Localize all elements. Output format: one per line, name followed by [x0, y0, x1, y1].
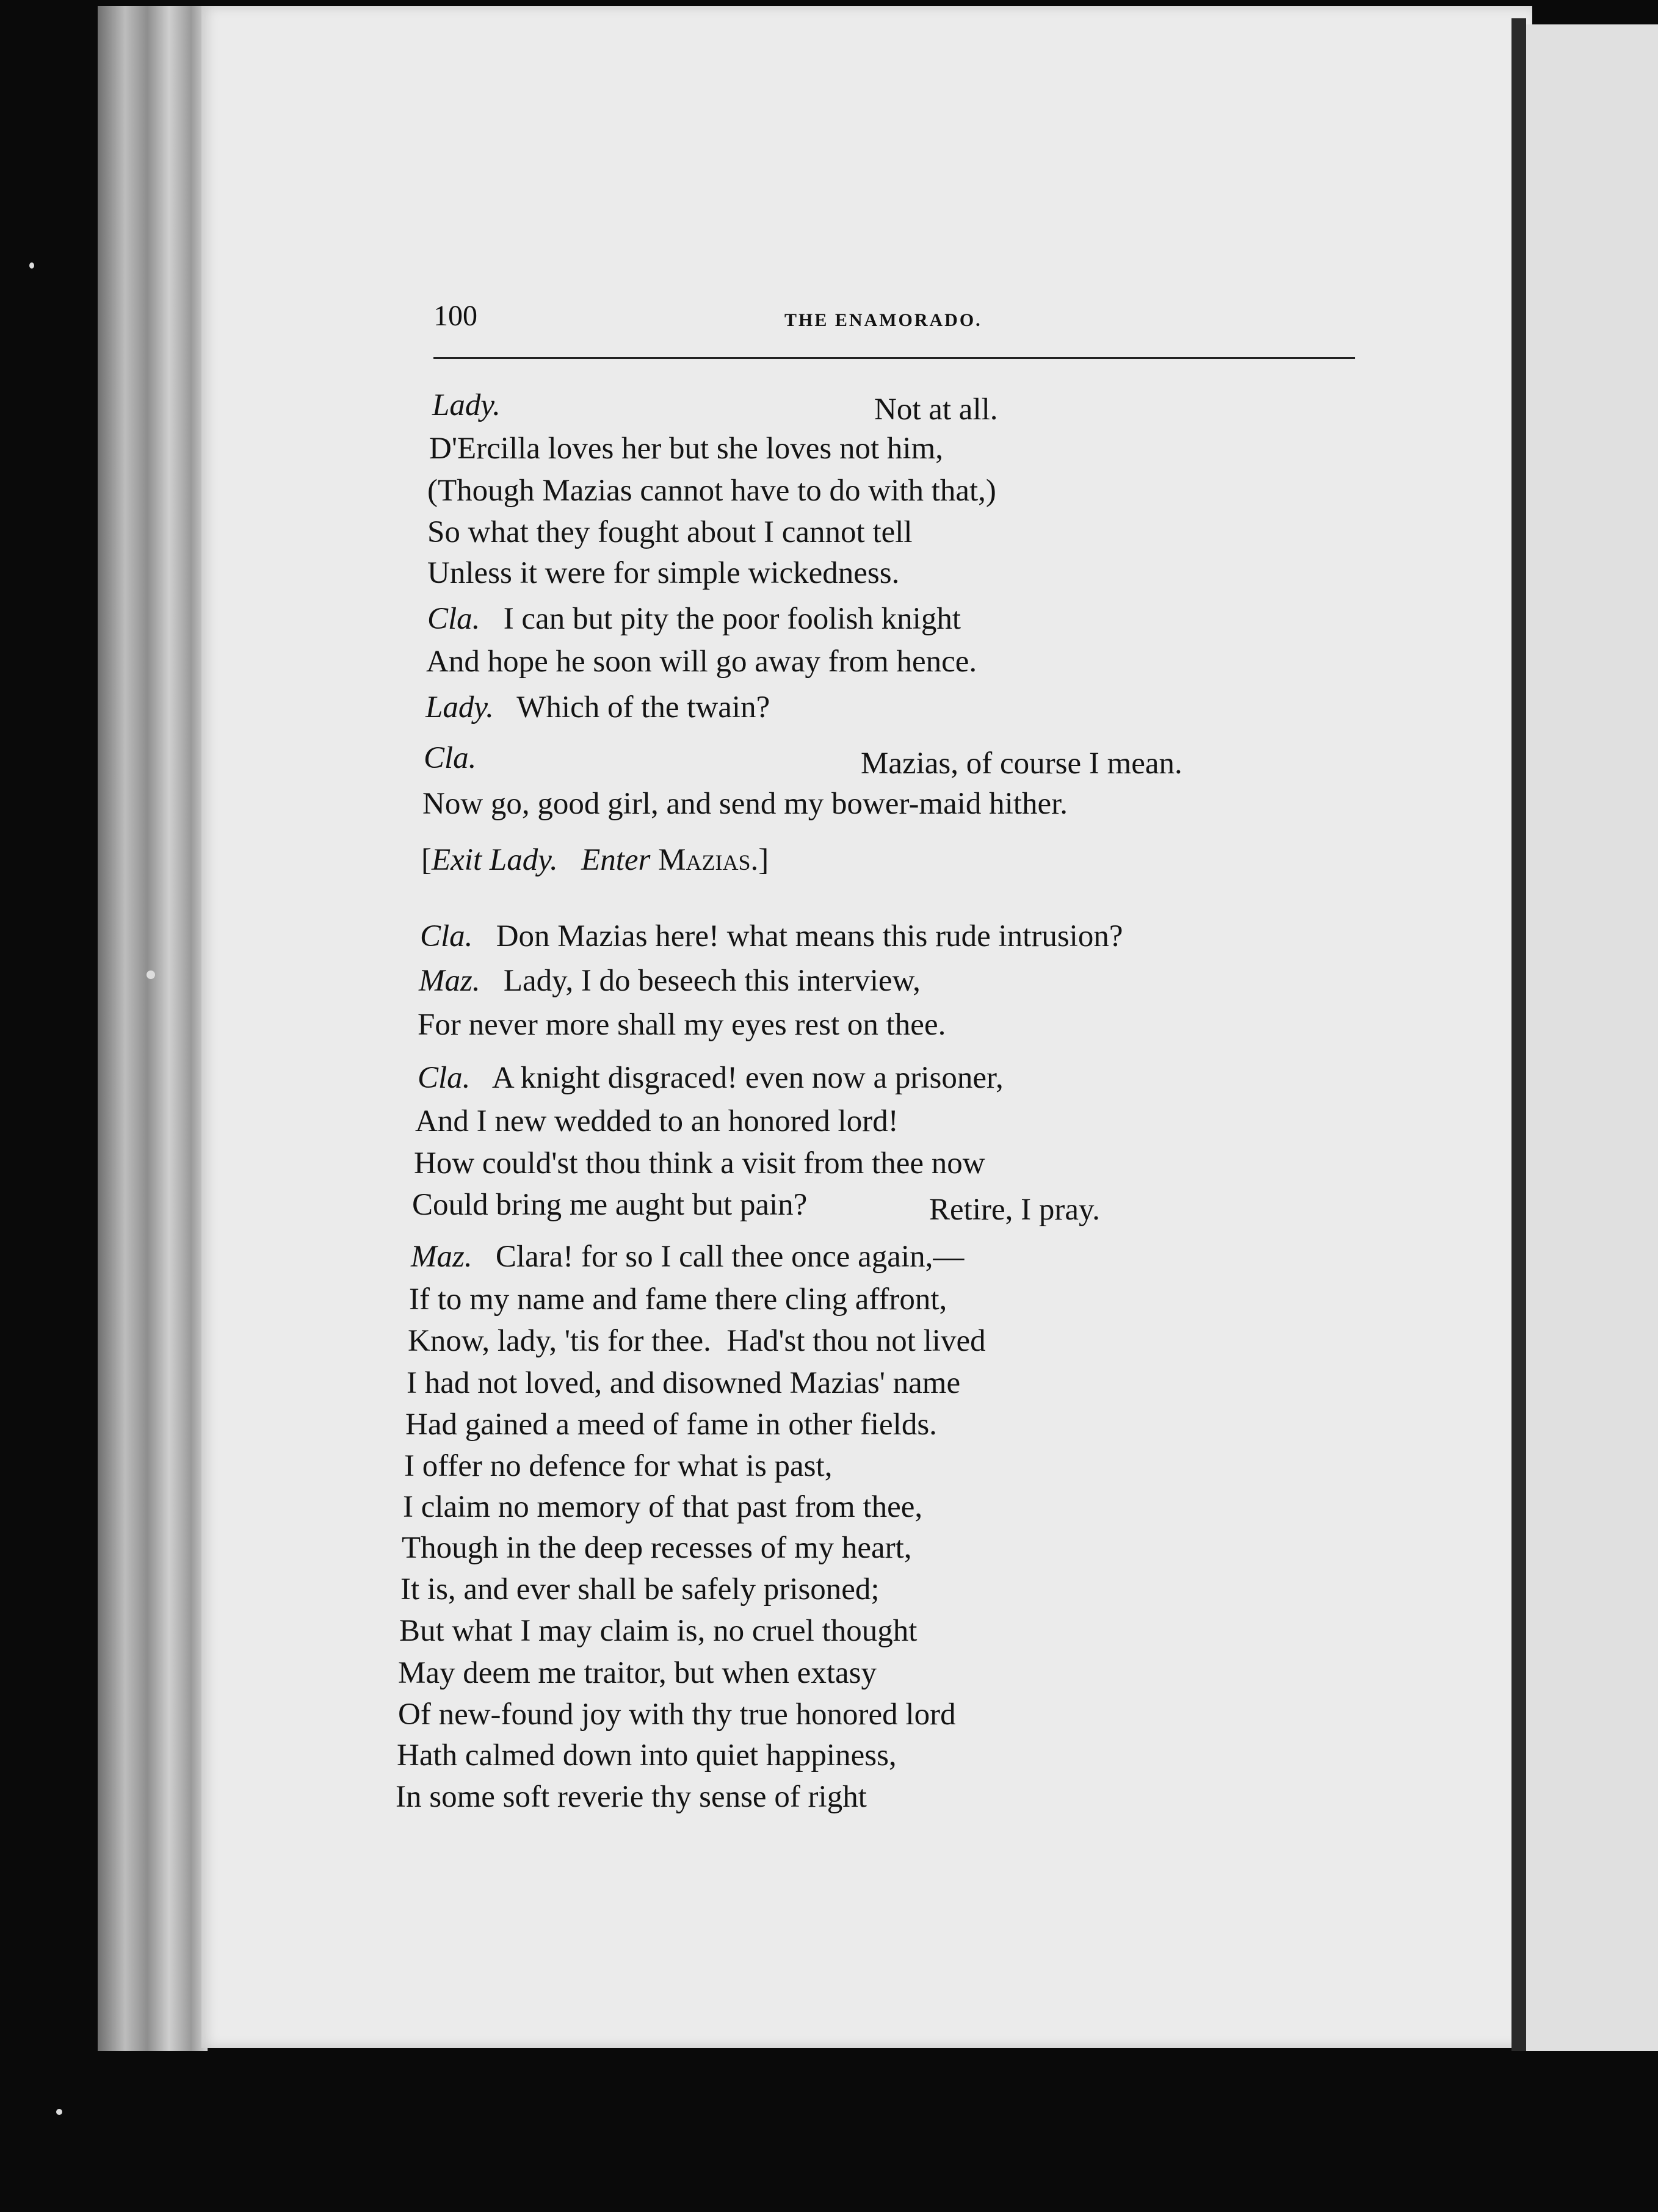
- speaker-name: Maz.: [419, 964, 480, 998]
- speaker-name: Cla.: [420, 919, 473, 953]
- bracket: [: [421, 843, 432, 877]
- verse-line: But what I may claim is, no cruel thought: [399, 1614, 918, 1648]
- running-head: THE ENAMORADO.: [784, 310, 982, 330]
- speaker-name: Cla.: [424, 741, 477, 775]
- stage-direction: [421, 842, 769, 878]
- verse-text: Mazias, of course I mean.: [861, 746, 1182, 781]
- verse-line: [411, 1239, 964, 1274]
- verse-line: I claim no memory of that past from thee,: [403, 1490, 923, 1524]
- verse-line: How could'st thou think a visit from thee now: [414, 1146, 985, 1180]
- verse-line: [420, 919, 1123, 954]
- verse-line: Had gained a meed of fame in other fields.: [405, 1408, 937, 1442]
- speaker-name: Maz.: [411, 1240, 472, 1274]
- verse-text: Lady, I do beseech this interview,: [503, 964, 921, 998]
- verse-line: [425, 690, 770, 725]
- verse-line: [418, 1060, 1004, 1096]
- verse-line: May deem me traitor, but when extasy: [398, 1656, 877, 1690]
- dust-speck: [29, 262, 34, 269]
- verse-text: Which of the twain?: [516, 690, 770, 725]
- verse-text: Retire, I pray.: [929, 1193, 1100, 1227]
- speaker-name: Lady.: [432, 388, 501, 422]
- page-edges: [98, 6, 208, 2051]
- verse-line: Of new-found joy with thy true honored lord: [398, 1697, 956, 1732]
- character-name: Mazias.: [658, 843, 759, 877]
- stage-exit: Exit Lady.: [431, 843, 558, 877]
- verse-text: A knight disgraced! even now a prisoner,: [491, 1061, 1004, 1095]
- verse-line: For never more shall my eyes rest on thee.: [418, 1008, 946, 1042]
- verse-line: If to my name and fame there cling affront,: [409, 1282, 947, 1317]
- verse-line: Unless it were for simple wickedness.: [427, 556, 900, 590]
- page-header: [433, 299, 1355, 336]
- verse-line: And hope he soon will go away from hence.: [426, 645, 977, 679]
- header-rule: [433, 357, 1355, 359]
- verse-line: I had not loved, and disowned Mazias' name: [407, 1366, 961, 1400]
- verse-line: D'Ercilla loves her but she loves not him,: [429, 432, 944, 466]
- verse-line: [424, 740, 476, 776]
- verse-line: [874, 392, 998, 427]
- verse-line: Know, lady, 'tis for thee. Had'st thou not lived: [408, 1324, 986, 1358]
- verse-text: Not at all.: [874, 392, 998, 427]
- verse-line: Hath calmed down into quiet happiness,: [397, 1738, 897, 1773]
- speaker-name: Lady.: [425, 690, 494, 725]
- verse-line: [412, 1187, 807, 1223]
- verse-text: Could bring me aught but pain?: [412, 1188, 808, 1222]
- verse-line: [432, 388, 501, 423]
- verse-line: (Though Mazias cannot have to do with that,): [427, 474, 996, 508]
- dust-speck: [147, 970, 155, 979]
- verse-text: Clara! for so I call thee once again,—: [495, 1240, 965, 1274]
- page-number: 100: [433, 300, 477, 332]
- verse-line: In some soft reverie thy sense of right: [396, 1780, 867, 1814]
- verse-line: Now go, good girl, and send my bower-maid hither.: [422, 787, 1068, 821]
- verse-text: Don Mazias here! what means this rude intrusion?: [496, 919, 1123, 953]
- verse-line: [861, 746, 1182, 781]
- verse-text: I can but pity the poor foolish knight: [503, 602, 961, 636]
- verse-line: It is, and ever shall be safely prisoned;: [400, 1572, 880, 1607]
- speaker-name: Cla.: [418, 1061, 471, 1095]
- bracket: ]: [758, 843, 769, 877]
- verse-line: [419, 963, 921, 999]
- verse-line: Though in the deep recesses of my heart,: [402, 1531, 912, 1565]
- verse-line: And I new wedded to an honored lord!: [415, 1104, 899, 1138]
- stage-enter: Enter: [581, 843, 651, 877]
- book-gutter: [1511, 18, 1526, 2051]
- verse-line: [929, 1192, 1100, 1227]
- facing-page: [1526, 24, 1658, 2051]
- speaker-name: Cla.: [427, 602, 480, 636]
- verse-line: [427, 601, 961, 637]
- dust-speck: [56, 2109, 62, 2115]
- verse-line: I offer no defence for what is past,: [404, 1449, 833, 1483]
- verse-line: So what they fought about I cannot tell: [427, 515, 913, 549]
